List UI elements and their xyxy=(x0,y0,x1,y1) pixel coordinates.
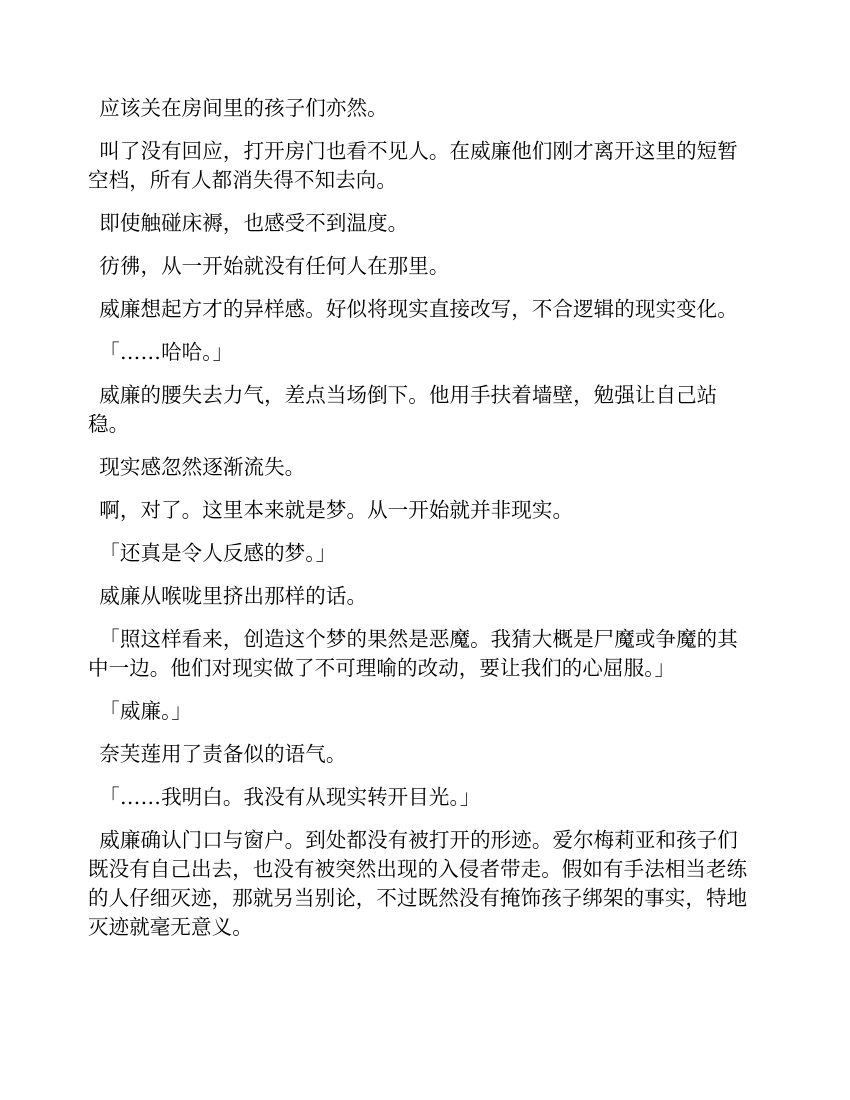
paragraph: 应该关在房间里的孩子们亦然。 xyxy=(99,96,388,120)
paragraph: 啊，对了。这里本来就是梦。从一开始就并非现实。 xyxy=(99,498,574,522)
dialogue-paragraph: 「还真是令人反感的梦。」 xyxy=(99,541,337,565)
paragraph: 威廉从喉咙里挤出那样的话。 xyxy=(99,584,368,608)
paragraph: 彷彿，从一开始就没有任何人在那里。 xyxy=(99,254,450,278)
paragraph: 叫了没有回应，打开房门也看不见人。在威廉他们刚才离开这里的短暂空档，所有人都消失得不知去向。 xyxy=(88,139,738,192)
paragraph: 即使触碰床褥，也感受不到温度。 xyxy=(99,211,409,235)
paragraph: 威廉想起方才的异样感。好似将现实直接改写，不合逻辑的现实变化。 xyxy=(99,297,738,321)
dialogue-paragraph: 「照这样看来，创造这个梦的果然是恶魔。我猜大概是尸魔或争魔的其中一边。他们对现实做了不可理喻的改动，要让我们的心屈服。」 xyxy=(88,627,738,680)
text-body xyxy=(88,94,756,956)
dialogue-paragraph: 「……哈哈。」 xyxy=(99,340,234,364)
paragraph: 现实感忽然逐渐流失。 xyxy=(99,455,306,479)
dialogue-paragraph: 「……我明白。我没有从现实转开目光。」 xyxy=(99,785,481,809)
paragraph: 奈芙莲用了责备似的语气。 xyxy=(99,742,347,766)
paragraph: 威廉的腰失去力气，差点当场倒下。他用手扶着墙壁，勉强让自己站稳。 xyxy=(88,383,718,436)
paragraph: 威廉确认门口与窗户。到处都没有被打开的形迹。爱尔梅莉亚和孩子们既没有自己出去，也没有被突然出现的入侵者带走。假如有手法相当老练的人仔细灭迹，那就另当别论，不过既然没有掩饰孩子绑架的事实，特地灭迹就毫无意义。 xyxy=(88,828,748,939)
dialogue-paragraph: 「威廉。」 xyxy=(99,699,193,723)
